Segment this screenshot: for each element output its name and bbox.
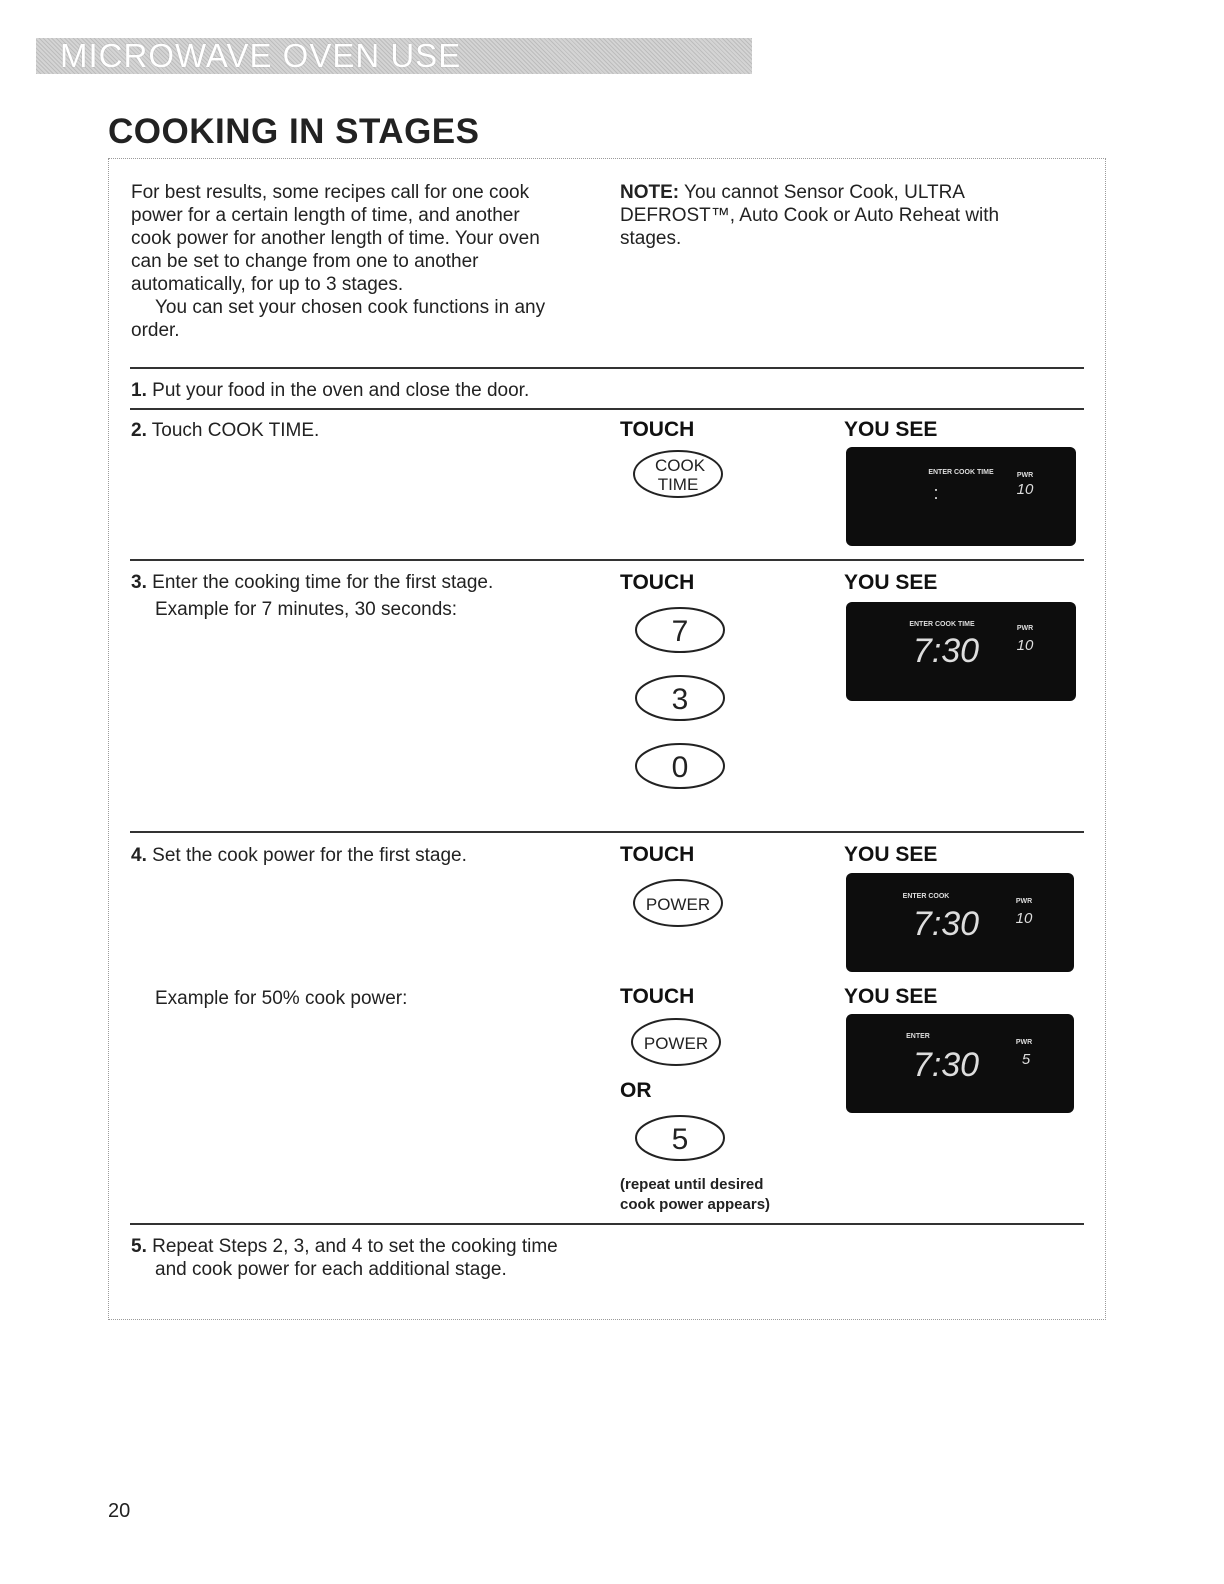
page-title: COOKING IN STAGES bbox=[108, 112, 480, 151]
step-number: 4. bbox=[131, 845, 147, 866]
divider bbox=[130, 559, 1084, 561]
repeat-note-line: cook power appears) bbox=[620, 1196, 771, 1213]
touch-heading: TOUCH bbox=[620, 843, 695, 866]
step-4-example: Example for 50% cook power: bbox=[155, 988, 408, 1009]
intro-line: You can set your chosen cook functions in any bbox=[155, 297, 546, 318]
display-step4b bbox=[846, 1014, 1074, 1113]
repeat-note bbox=[620, 1175, 770, 1215]
display-pwr-label: PWR bbox=[1015, 1039, 1033, 1046]
intro-line: can be set to change from one to another bbox=[131, 251, 479, 272]
divider bbox=[130, 408, 1084, 410]
note-label: NOTE: bbox=[620, 182, 680, 203]
step-number: 5. bbox=[131, 1236, 147, 1257]
you-see-heading: YOU SEE bbox=[844, 843, 938, 866]
note-line: You cannot Sensor Cook, ULTRA bbox=[684, 182, 965, 203]
intro-line: order. bbox=[131, 320, 180, 341]
power-button[interactable] bbox=[630, 877, 726, 929]
display-pwr-label: PWR bbox=[1016, 472, 1034, 479]
section-banner-title: MICROWAVE OVEN USE bbox=[60, 37, 462, 74]
step-2 bbox=[131, 419, 319, 442]
display-pwr-label: PWR bbox=[1015, 898, 1033, 905]
step-number: 3. bbox=[131, 572, 147, 593]
digit-label: 0 bbox=[671, 751, 689, 784]
divider bbox=[130, 1223, 1084, 1225]
intro-line: cook power for another length of time. Your oven bbox=[131, 228, 540, 249]
step-subtext: Example for 7 minutes, 30 seconds: bbox=[155, 599, 458, 620]
number-3-button[interactable] bbox=[632, 673, 728, 723]
display-power: 10 bbox=[1016, 637, 1034, 654]
intro-line: power for a certain length of time, and another bbox=[131, 205, 520, 226]
note-line: DEFROST™, Auto Cook or Auto Reheat with bbox=[620, 205, 1000, 226]
step-number: 1. bbox=[131, 380, 147, 401]
display-power: 10 bbox=[1016, 481, 1034, 498]
step-text: Repeat Steps 2, 3, and 4 to set the cooking time bbox=[152, 1236, 558, 1257]
digit-label: 7 bbox=[671, 615, 689, 648]
touch-heading: TOUCH bbox=[620, 571, 695, 594]
display-step4a bbox=[846, 873, 1074, 972]
step-5 bbox=[131, 1235, 558, 1281]
you-see-heading: YOU SEE bbox=[844, 571, 938, 594]
display-indicators: ENTER COOK TIME bbox=[928, 469, 994, 476]
step-number: 2. bbox=[131, 420, 147, 441]
step-text: and cook power for each additional stage. bbox=[155, 1259, 507, 1280]
intro-note bbox=[620, 181, 1080, 250]
display-pwr-label: PWR bbox=[1016, 625, 1034, 632]
note-line: stages. bbox=[620, 228, 682, 249]
step-4 bbox=[131, 844, 467, 867]
touch-heading: TOUCH bbox=[620, 418, 695, 441]
you-see-heading: YOU SEE bbox=[844, 418, 938, 441]
digit-label: 3 bbox=[671, 683, 689, 716]
display-indicators: ENTER COOK bbox=[902, 893, 950, 900]
intro-text bbox=[131, 181, 591, 342]
step-text: Enter the cooking time for the first stage. bbox=[152, 572, 494, 593]
display-indicators: ENTER COOK TIME bbox=[909, 621, 975, 628]
page-number: 20 bbox=[108, 1500, 131, 1522]
number-5-button[interactable] bbox=[632, 1113, 728, 1163]
step-text: Touch COOK TIME. bbox=[151, 420, 320, 441]
step-text: Put your food in the oven and close the door. bbox=[152, 380, 530, 401]
digit-label: 5 bbox=[671, 1123, 689, 1156]
time-label: TIME bbox=[657, 475, 699, 494]
or-label: OR bbox=[620, 1079, 652, 1102]
touch-heading: TOUCH bbox=[620, 985, 695, 1008]
power-button[interactable] bbox=[628, 1016, 724, 1068]
display-time: : bbox=[933, 483, 939, 503]
you-see-heading: YOU SEE bbox=[844, 985, 938, 1008]
display-power: 10 bbox=[1015, 910, 1033, 927]
display-time: 7:30 bbox=[912, 905, 980, 943]
cook-label: COOK bbox=[654, 456, 706, 475]
divider bbox=[130, 367, 1084, 369]
divider bbox=[130, 831, 1084, 833]
display-time: 7:30 bbox=[912, 1046, 980, 1084]
power-label: POWER bbox=[643, 1034, 709, 1053]
step-3 bbox=[131, 571, 493, 621]
repeat-note-line: (repeat until desired bbox=[620, 1176, 764, 1193]
power-label: POWER bbox=[645, 895, 711, 914]
display-step3 bbox=[846, 602, 1076, 701]
display-power: 5 bbox=[1021, 1051, 1031, 1068]
number-7-button[interactable] bbox=[632, 605, 728, 655]
number-0-button[interactable] bbox=[632, 741, 728, 791]
step-text: Set the cook power for the first stage. bbox=[152, 845, 467, 866]
intro-line: For best results, some recipes call for one cook bbox=[131, 182, 530, 203]
display-step2 bbox=[846, 447, 1076, 546]
intro-line: automatically, for up to 3 stages. bbox=[131, 274, 404, 295]
cook-time-button[interactable] bbox=[630, 448, 726, 500]
display-time: 7:30 bbox=[912, 632, 980, 670]
display-indicators: ENTER bbox=[906, 1033, 930, 1040]
step-1 bbox=[131, 379, 529, 402]
